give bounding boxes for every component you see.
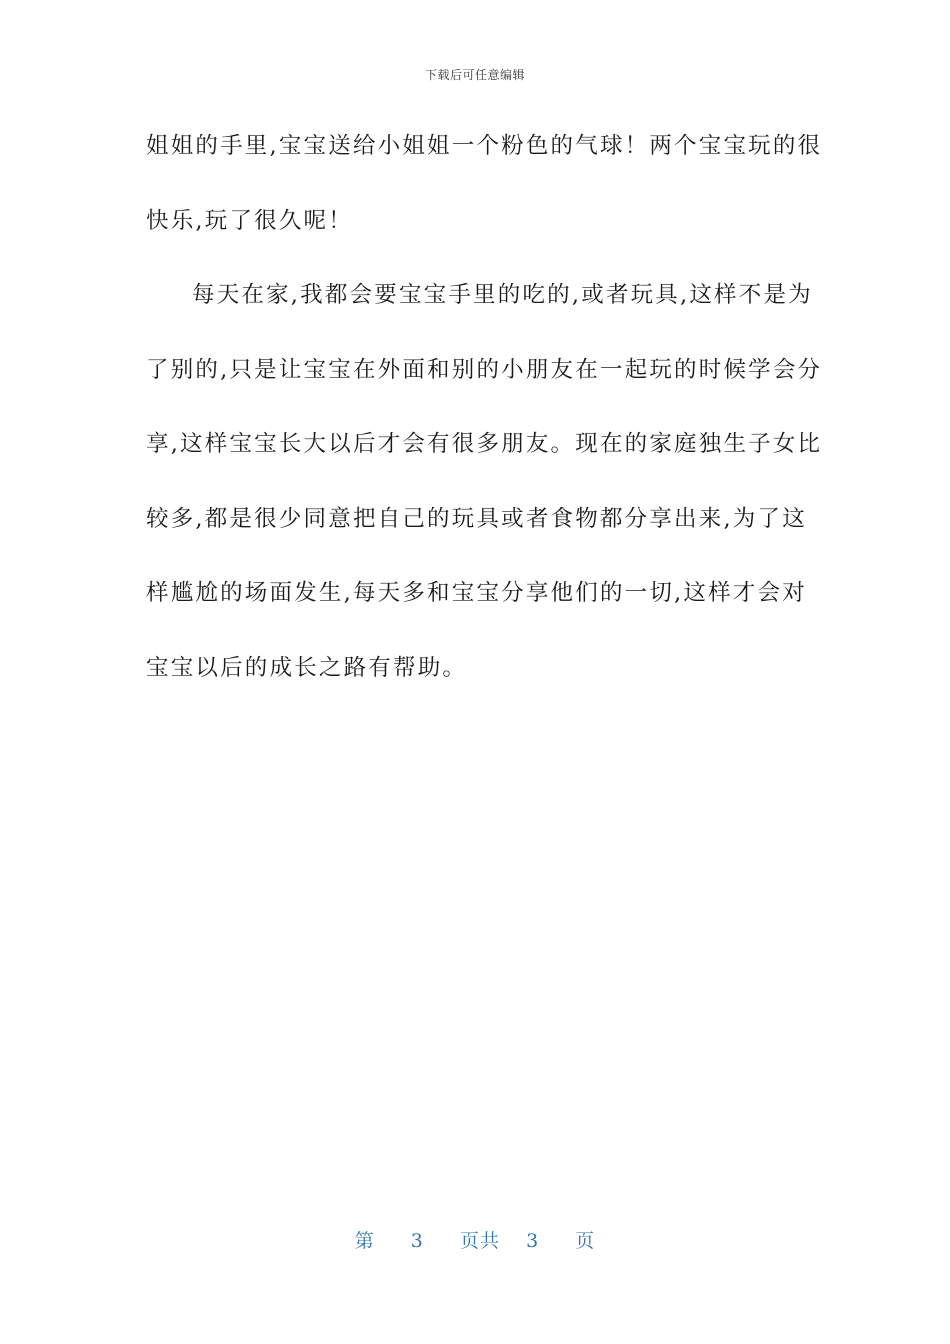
text-line: 享,这样宝宝长大以后才会有很多朋友。现在的家庭独生子女比 bbox=[146, 431, 823, 457]
total-pages-number: 3 bbox=[526, 1230, 540, 1252]
page-mid-label: 页共 bbox=[459, 1230, 500, 1252]
paragraph-start-line: 每天在家,我都会要宝宝手里的吃的,或者玩具,这样不是为 bbox=[192, 282, 813, 308]
header-note: 下载后可任意编辑 bbox=[424, 68, 525, 82]
text-line: 了别的,只是让宝宝在外面和别的小朋友在一起玩的时候学会分 bbox=[146, 356, 823, 383]
text-line: 宝宝以后的成长之路有帮助。 bbox=[146, 654, 468, 681]
page-number-footer bbox=[0, 1226, 950, 1253]
text-line: 快乐,玩了很久呢！ bbox=[146, 207, 353, 234]
current-page-number: 3 bbox=[410, 1230, 424, 1252]
document-body bbox=[146, 124, 823, 720]
page-suffix: 页 bbox=[575, 1230, 596, 1252]
page-prefix: 第 bbox=[354, 1230, 375, 1252]
text-line: 样尴尬的场面发生,每天多和宝宝分享他们的一切,这样才会对 bbox=[146, 580, 807, 606]
text-line: 较多,都是很少同意把自己的玩具或者食物都分享出来,为了这 bbox=[146, 505, 807, 532]
text-line: 姐姐的手里,宝宝送给小姐姐一个粉色的气球！两个宝宝玩的很 bbox=[146, 133, 823, 159]
